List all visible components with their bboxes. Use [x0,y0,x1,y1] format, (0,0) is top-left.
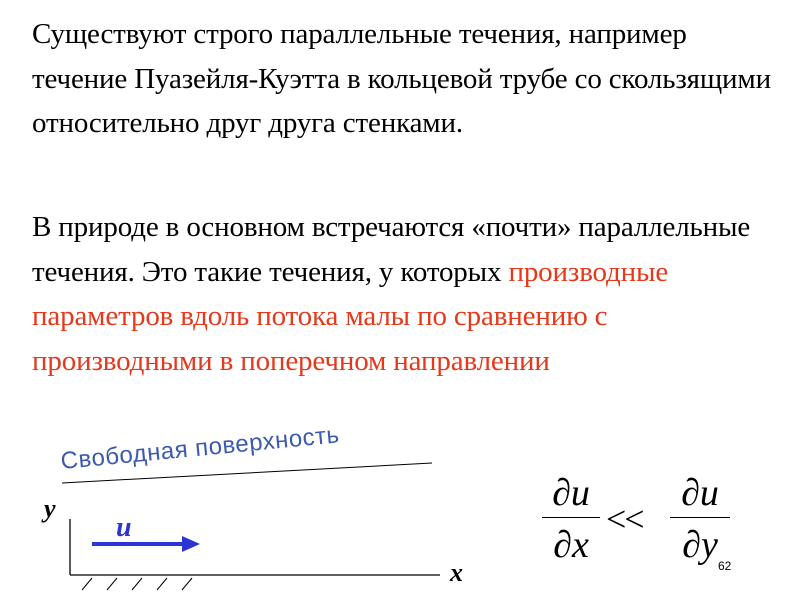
wall-hatching [82,578,192,590]
fraction-bar [670,517,730,518]
fraction-bar [542,517,600,518]
free-surface-label: Свободная поверхность [59,421,341,475]
denominator: ∂y [682,524,718,566]
y-axis-label: y [44,494,56,523]
paragraph-highlighted-text: производные параметров вдоль потока малы по сравнению с производными в поперечном направлении [32,255,669,377]
much-less-than-operator: << [606,499,643,539]
velocity-label: u [116,512,132,543]
x-axis-label: x [450,558,463,587]
denominator: ∂x [553,524,589,566]
inequality-formula [540,470,740,580]
paragraph-plain-text: В природе в основном встречаются «почти» параллельные течения. Это такие течения, у которых [32,211,751,288]
numerator: ∂u [552,472,590,514]
fraction-du-dy [670,474,730,566]
nearly-parallel-paragraph [32,205,782,383]
intro-paragraph: Существуют строго параллельные течения, например течение Пуазейля-Куэтта в кольцевой трубе со скользящими относительно друг друга стенками. [32,18,771,140]
fraction-du-dx [542,474,600,566]
velocity-arrow-head [182,536,200,552]
page-number: 62 [718,559,732,573]
numerator: ∂u [681,472,719,514]
